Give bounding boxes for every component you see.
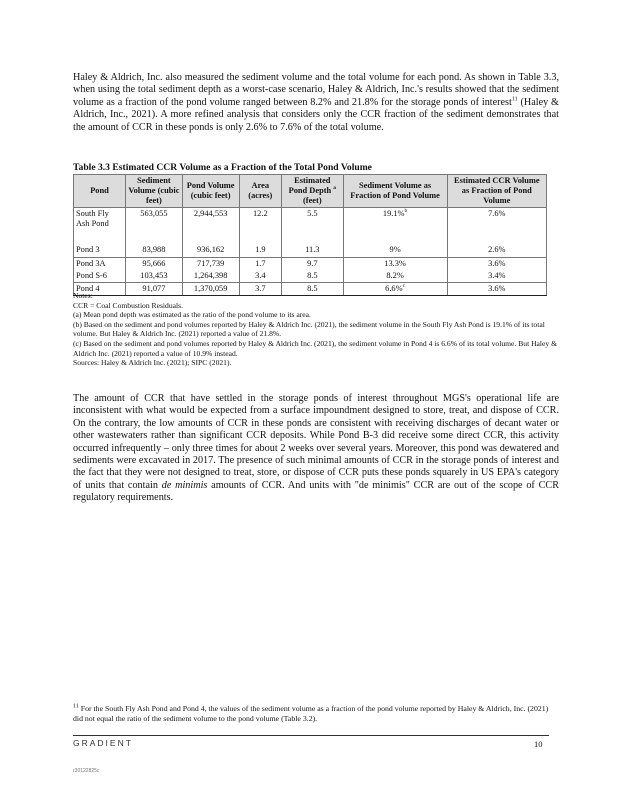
header-sediment-fraction: Sediment Volume as Fraction of Pond Volume (343, 175, 447, 208)
cell-pond: Pond 3 (74, 244, 126, 258)
cell-area: 3.7 (239, 283, 282, 296)
cell-ccr-fraction: 7.6% (447, 208, 546, 244)
note-line: Sources: Haley & Aldrich Inc. (2021); SIPC (2021). (73, 358, 232, 368)
footnote-reference[interactable]: 11 (511, 96, 518, 103)
note-line: (b) Based on the sediment and pond volumes reported by Haley & Aldrich Inc. (2021), the sediment volume in the South Fly Ash Pond is 19.1% of its total volume. But Haley & Aldrich Inc. (2021) reported a value of 21.8%. (73, 319, 545, 339)
paragraph-text: The amount of CCR that have settled in the storage ponds of interest throughout MGS's operational life are inconsistent with what would be expected from a surface impoundment designed to store, treat, and dispose of CCR. On the contrary, the low amounts of CCR in these ponds are consistent with receiving discharges of decant water or other wastewaters rather than significant CCR deposits. While Pond B-3 did receive some direct CCR, this activity occurred infrequently – only three times for about 2 weeks over several years. Moreover, this pond was dewatered and sediments were excavated in 2017. The presence of such minimal amounts of CCR in the storage ponds of interest and the fact that they were not designed to treat, store, or dispose of CCR puts these ponds squarely in US EPA's category of units that contain (73, 393, 559, 491)
header-pond-volume: Pond Volume (cubic feet) (182, 175, 239, 208)
cell-volume: 1,370,059 (182, 283, 239, 296)
cell-ccr-fraction: 3.6% (447, 258, 546, 271)
header-sediment-volume: Sediment Volume (cubic feet) (126, 175, 183, 208)
cell-sediment: 103,453 (126, 270, 183, 283)
table-row (74, 270, 547, 283)
sed-frac-sup: b (404, 208, 408, 215)
note-line: CCR = Coal Combustion Residuals. (73, 300, 183, 310)
cell-area: 1.9 (239, 244, 282, 258)
table-row (74, 208, 547, 244)
cell-sediment: 95,666 (126, 258, 183, 271)
cell-area: 1.7 (239, 258, 282, 271)
header-pond: Pond (74, 175, 126, 208)
sed-frac-sup: c (402, 283, 406, 290)
cell-pond: South Fly Ash Pond (74, 208, 126, 244)
header-area: Area (acres) (239, 175, 282, 208)
table-row (74, 258, 547, 271)
table-notes (73, 291, 559, 368)
cell-volume: 2,944,553 (182, 208, 239, 244)
paragraph-text-continued: (Haley & Aldrich, Inc., 2021). A more refined analysis that considers only the CCR fraction of the sediment demonstrates that the amount of CCR in these ponds is only 2.6% to 7.6% of the total volume. (73, 96, 559, 133)
cell-pond: Pond S-6 (74, 270, 126, 283)
cell-ccr-fraction: 2.6% (447, 244, 546, 258)
cell-ccr-fraction: 3.4% (447, 270, 546, 283)
table-caption: Table 3.3 Estimated CCR Volume as a Fraction of the Total Pond Volume (73, 162, 372, 173)
header-depth-label: Estimated Pond Depth (288, 176, 332, 195)
footnote (73, 704, 559, 723)
cell-ccr-fraction: 3.6% (447, 283, 546, 296)
cell-depth: 8.5 (282, 283, 343, 296)
ccr-volume-table (73, 174, 547, 296)
cell-volume: 717,739 (182, 258, 239, 271)
header-ccr-fraction: Estimated CCR Volume as Fraction of Pond Volume (447, 175, 546, 208)
sed-frac-value: 19.1% (382, 209, 405, 218)
cell-depth: 8.5 (282, 270, 343, 283)
document-code: r30122825c (73, 768, 100, 774)
header-depth-unit: (feet) (303, 196, 322, 205)
gradient-logo: GRADIENT (73, 738, 133, 748)
cell-volume: 936,162 (182, 244, 239, 258)
cell-depth: 9.7 (282, 258, 343, 271)
table-header-row (74, 175, 547, 208)
header-depth (282, 175, 343, 208)
note-line: (c) Based on the sediment and pond volumes reported by Haley & Aldrich Inc. (2021), the sediment volume in Pond 4 is 6.6% of its total volume. But Haley & Aldrich Inc. (2021) reported a value of 10.9% instead. (73, 338, 558, 358)
cell-depth: 11.3 (282, 244, 343, 258)
cell-pond: Pond 4 (74, 283, 126, 296)
cell-pond: Pond 3A (74, 258, 126, 271)
paragraph-ccr-amounts (73, 393, 559, 505)
paragraph-italic: de minimis (161, 479, 208, 491)
footer-divider (73, 735, 549, 736)
table-row (74, 244, 547, 258)
cell-sediment-fraction (343, 270, 447, 283)
notes-heading: Notes: (73, 291, 93, 300)
footnote-text: For the South Fly Ash Pond and Pond 4, the values of the sediment volume as a fraction of the pond volume reported by Haley & Aldrich, Inc. (2021) did not equal the ratio of the sediment volume to the pond volume (Table 3.2). (73, 704, 549, 723)
paragraph-text-continued: amounts of CCR. And units with "de minimis" CCR are out of the scope of CCR regulatory requirements. (73, 479, 560, 504)
cell-volume: 1,264,398 (182, 270, 239, 283)
note-line: (a) Mean pond depth was estimated as the ratio of the pond volume to its area. (73, 310, 311, 320)
cell-sediment-fraction (343, 244, 447, 258)
sed-frac-value: 9% (389, 244, 401, 254)
cell-depth: 5.5 (282, 208, 343, 244)
cell-sediment-fraction (343, 258, 447, 271)
footnote-number: 11 (73, 703, 79, 710)
paragraph-sediment-volume (73, 72, 559, 134)
cell-area: 12.2 (239, 208, 282, 244)
page-number: 10 (534, 739, 543, 749)
cell-sediment-fraction (343, 208, 447, 244)
cell-sediment: 563,055 (126, 208, 183, 244)
paragraph-text: Haley & Aldrich, Inc. also measured the sediment volume and the total volume for each pond. As shown in Table 3.3, when using the total sediment depth as a worst-case scenario, Haley & Aldrich, Inc.'s results showed that the sediment volume as a fraction of the pond volume ranged between 8.2% and 21.8% for the storage ponds of interest (73, 72, 559, 108)
header-depth-sup: a (333, 185, 337, 192)
cell-sediment: 91,077 (126, 283, 183, 296)
cell-area: 3.4 (239, 270, 282, 283)
sed-frac-value: 6.6% (385, 284, 403, 293)
sed-frac-value: 8.2% (386, 271, 404, 280)
cell-sediment: 83,988 (126, 244, 183, 258)
sed-frac-value: 13.3% (384, 259, 406, 268)
